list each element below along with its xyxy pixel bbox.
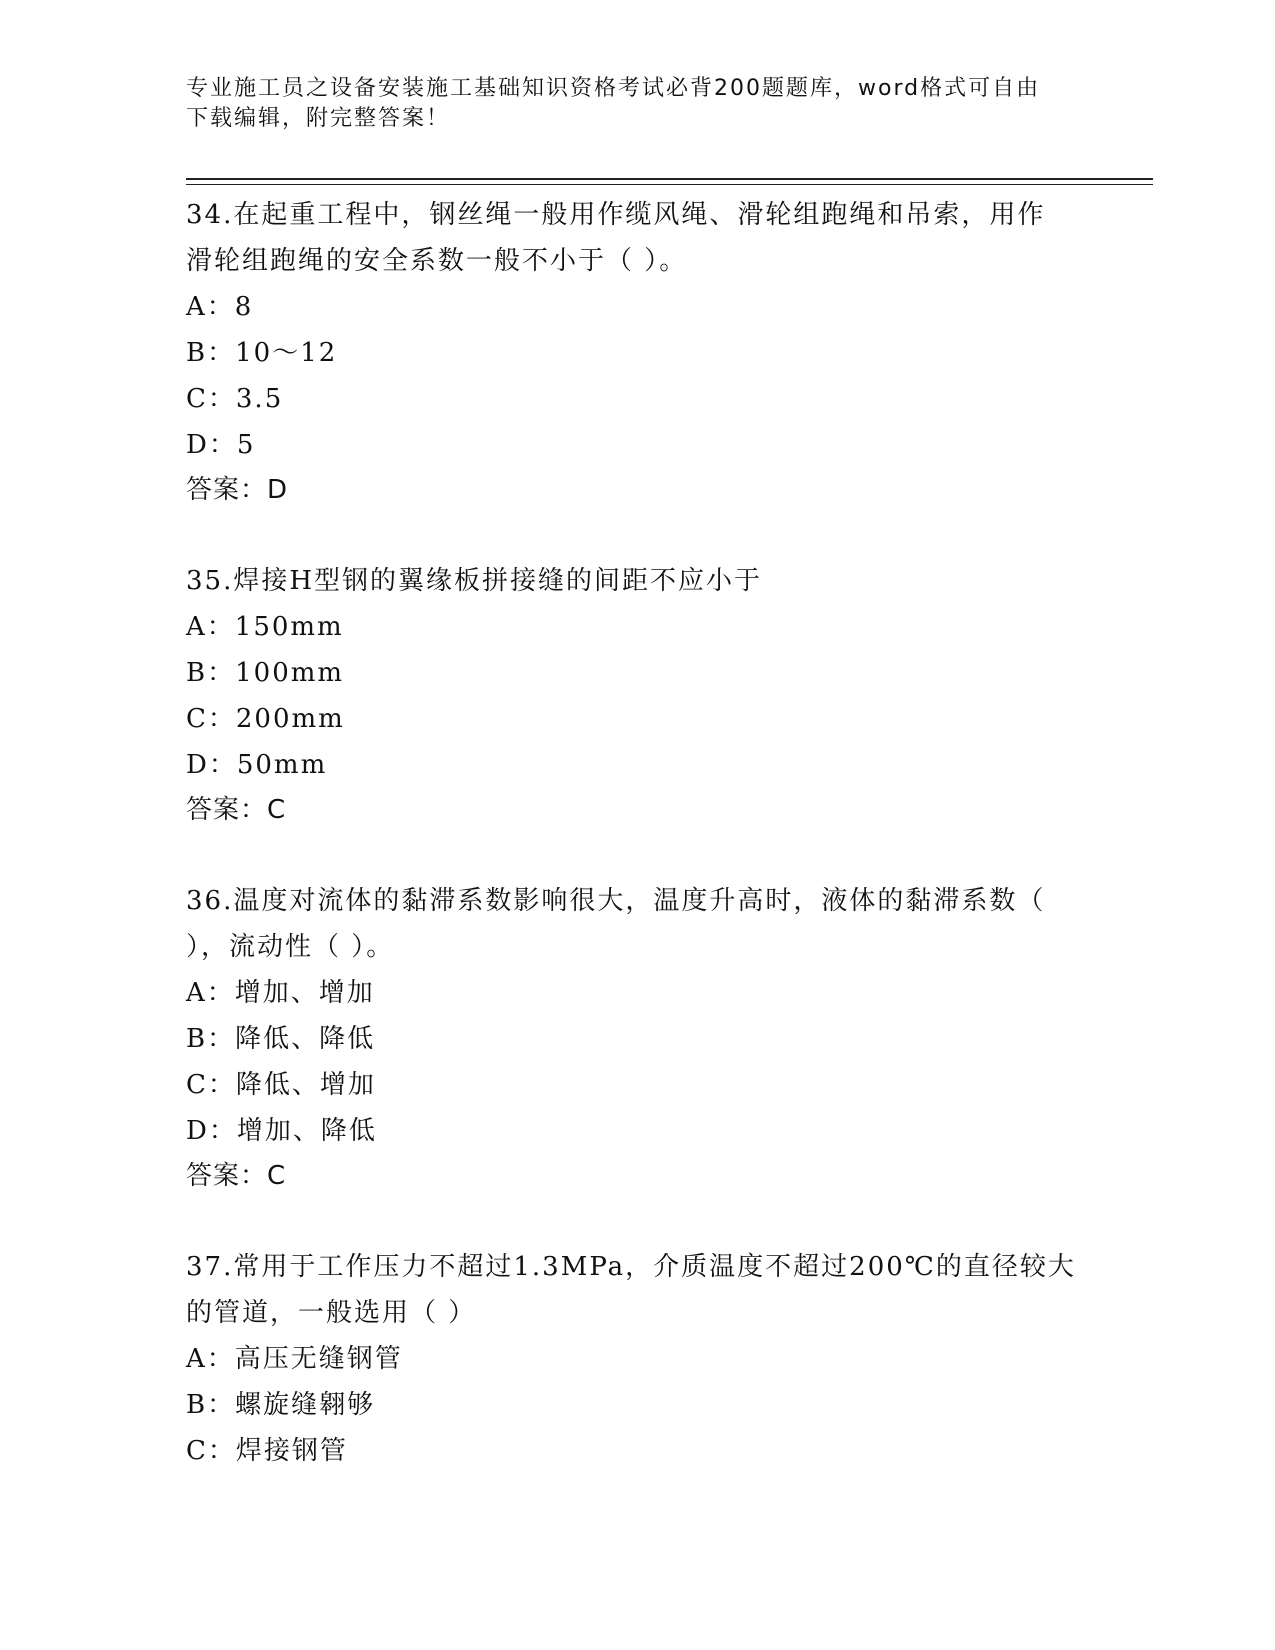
option-b: B：螺旋缝翱够 (186, 1390, 376, 1420)
question-stem-line: 37.常用于工作压力不超过1.3MPa，介质温度不超过200℃的直径较大 (186, 1252, 1076, 1282)
option-b: B：10～12 (186, 338, 338, 368)
question-35 (186, 558, 1086, 832)
option-c: C：降低、增加 (186, 1070, 376, 1100)
question-stem-line: 35.焊接H型钢的翼缘板拼接缝的间距不应小于 (186, 566, 763, 596)
answer-line: 答案：C (186, 1161, 287, 1191)
header-divider-thin (186, 184, 1153, 185)
option-c: C：3.5 (186, 384, 284, 414)
option-d: D：5 (186, 430, 256, 460)
header-line-1: 专业施工员之设备安装施工基础知识资格考试必背200题题库，word格式可自由 (186, 76, 1041, 101)
question-37 (186, 1244, 1086, 1474)
question-spacer (186, 832, 1086, 878)
question-stem-line: 的管道，一般选用（ ） (186, 1298, 477, 1328)
option-d: D：增加、降低 (186, 1116, 377, 1146)
option-a: A：150mm (186, 612, 344, 642)
option-a: A：8 (186, 292, 254, 322)
answer-line: 答案：D (186, 475, 289, 505)
question-stem-line: 34.在起重工程中，钢丝绳一般用作缆风绳、滑轮组跑绳和吊索，用作 (186, 200, 1046, 230)
option-a: A：增加、增加 (186, 978, 375, 1008)
document-header (186, 74, 1086, 134)
question-stem-line: ），流动性（ ）。 (186, 932, 395, 962)
option-a: A：高压无缝钢管 (186, 1344, 403, 1374)
question-34 (186, 192, 1086, 512)
question-spacer (186, 1198, 1086, 1244)
question-stem-line: 36.温度对流体的黏滞系数影响很大，温度升高时，液体的黏滞系数（ (186, 886, 1046, 916)
question-spacer (186, 512, 1086, 558)
option-b: B：100mm (186, 658, 345, 688)
option-b: B：降低、降低 (186, 1024, 376, 1054)
question-36 (186, 878, 1086, 1198)
question-list (186, 192, 1086, 1474)
option-d: D：50mm (186, 750, 328, 780)
question-stem-line: 滑轮组跑绳的安全系数一般不小于（ ）。 (186, 246, 688, 276)
option-c: C：焊接钢管 (186, 1436, 348, 1466)
option-c: C：200mm (186, 704, 345, 734)
header-line-2: 下载编辑，附完整答案！ (186, 106, 451, 131)
header-divider-thick (186, 178, 1153, 180)
answer-line: 答案：C (186, 795, 287, 825)
